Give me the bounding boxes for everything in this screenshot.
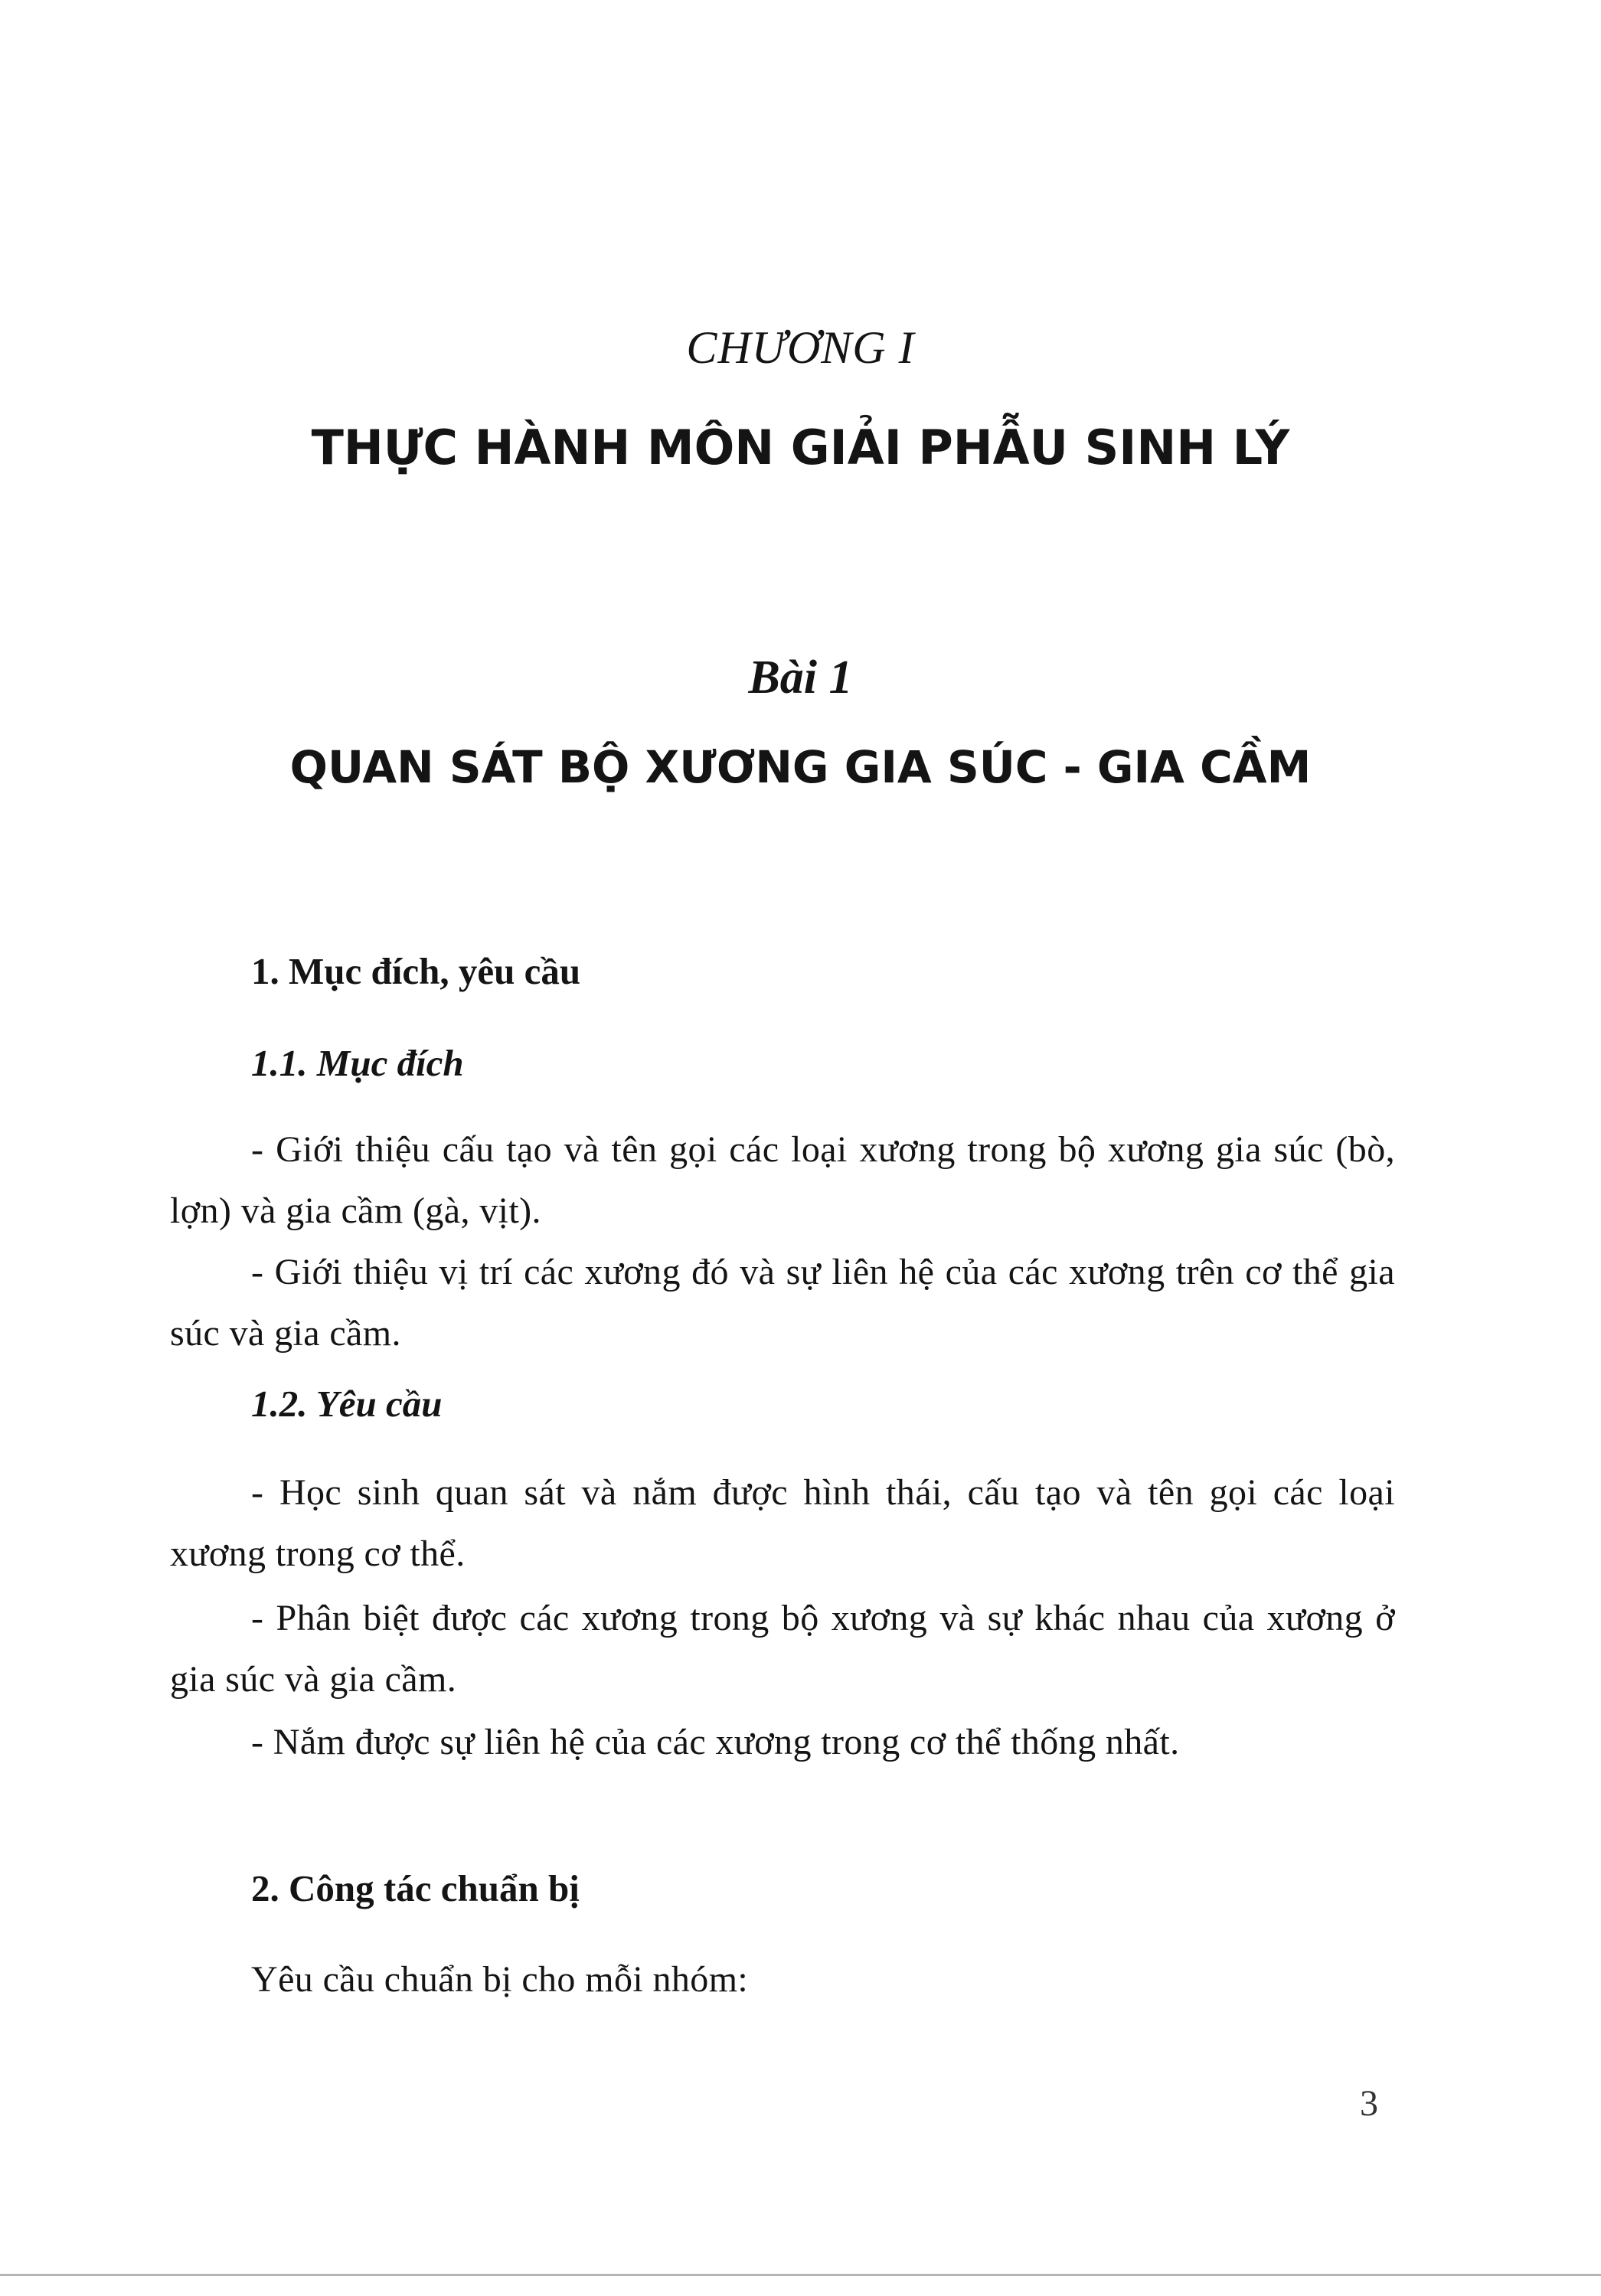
bottom-edge-rule bbox=[0, 2274, 1601, 2276]
section-heading-purpose-requirements: 1. Mục đích, yêu cầu bbox=[251, 950, 581, 992]
requirement-item-1: - Học sinh quan sát và nắm được hình thái, cấu tạo và tên gọi các loại xương trong cơ thể. bbox=[170, 1472, 1395, 1574]
chapter-label: CHƯƠNG I bbox=[686, 322, 915, 373]
lesson-label: Bài 1 bbox=[748, 652, 853, 704]
preparation-intro: Yêu cầu chuẩn bị cho mỗi nhóm: bbox=[251, 1959, 749, 2000]
chapter-title: THỰC HÀNH MÔN GIẢI PHẪU SINH LÝ bbox=[311, 420, 1290, 475]
page-number: 3 bbox=[1360, 2083, 1378, 2124]
subsection-heading-requirements: 1.2. Yêu cầu bbox=[251, 1383, 443, 1425]
requirement-item-3: - Nắm được sự liên hệ của các xương trong cơ thể thống nhất. bbox=[251, 1722, 1180, 1762]
subsection-heading-purpose: 1.1. Mục đích bbox=[251, 1042, 464, 1084]
section-heading-preparation: 2. Công tác chuẩn bị bbox=[251, 1867, 580, 1909]
lesson-title: QUAN SÁT BỘ XƯƠNG GIA SÚC - GIA CẦM bbox=[289, 741, 1312, 793]
purpose-item-1: - Giới thiệu cấu tạo và tên gọi các loại xương trong bộ xương gia súc (bò, lợn) và gia cầm (gà, vịt). bbox=[170, 1129, 1395, 1231]
requirement-item-2: - Phân biệt được các xương trong bộ xương và sự khác nhau của xương ở gia súc và gia cầm. bbox=[170, 1598, 1395, 1700]
purpose-item-2: - Giới thiệu vị trí các xương đó và sự liên hệ của các xương trên cơ thể gia súc và gia cầm. bbox=[170, 1252, 1395, 1354]
